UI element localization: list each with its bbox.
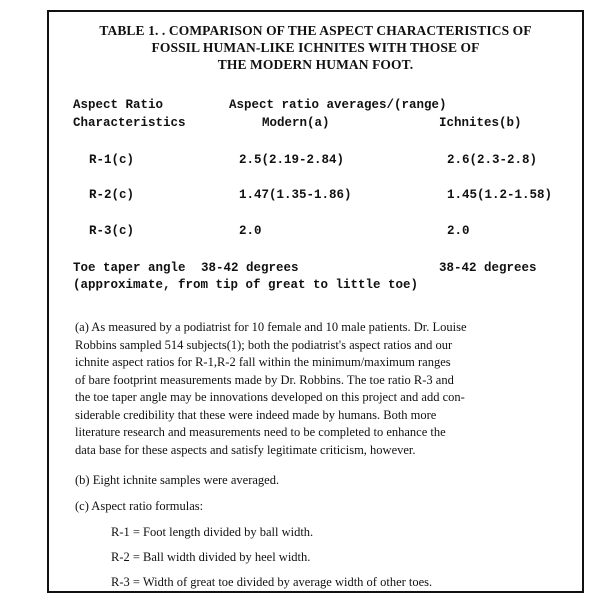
footnote-a <box>75 319 567 459</box>
formula-r1: R-1 = Foot length divided by ball width. <box>111 525 314 539</box>
footnote-a-line: siderable credibility that these were indeed made by humans. Both more <box>75 407 437 422</box>
row-modern-value: 2.5(2.19-2.84) <box>239 153 345 167</box>
row-modern-value: 2.0 <box>239 224 262 238</box>
toe-ichnites-value: 38-42 degrees <box>439 261 537 275</box>
formula-r3: R-3 = Width of great toe divided by average width of other toes. <box>111 575 433 589</box>
footnote-a-line: of bare footprint measurements made by Dr. Robbins. The toe ratio R-3 and <box>75 372 454 387</box>
formula-r2: R-2 = Ball width divided by heel width. <box>111 550 311 564</box>
table-frame <box>47 10 584 593</box>
table-title-line-3: THE MODERN HUMAN FOOT. <box>217 57 414 72</box>
toe-modern-value: 38-42 degrees <box>201 261 299 275</box>
footnote-a-line: data base for these aspects and satisfy legitimate criticism, however. <box>75 442 416 457</box>
header-col1-line1: Aspect Ratio <box>73 98 164 112</box>
table-title-line-2: FOSSIL HUMAN-LIKE ICHNITES WITH THOSE OF <box>151 40 480 55</box>
row-modern-value: 1.47(1.35-1.86) <box>239 188 352 202</box>
footnote-a-line: the toe taper angle may be innovations developed on this project and add con- <box>75 390 465 404</box>
row-label: R-3(c) <box>89 224 135 238</box>
footnote-c: (c) Aspect ratio formulas: <box>75 499 204 513</box>
header-modern: Modern(a) <box>262 116 330 130</box>
footnote-a-line: literature research and measurements need to be completed to enhance the <box>75 425 446 439</box>
toe-note: (approximate, from tip of great to little toe) <box>73 278 419 292</box>
header-col1-line2: Characteristics <box>73 116 186 130</box>
row-label: R-2(c) <box>89 188 135 202</box>
footnote-a-line: Robbins sampled 514 subjects(1); both the podiatrist's aspect ratios and our <box>75 337 453 352</box>
toe-label: Toe taper angle <box>73 261 186 275</box>
row-ichnites-value: 2.6(2.3-2.8) <box>447 153 538 167</box>
row-label: R-1(c) <box>89 153 135 167</box>
footnote-a-line: ichnite aspect ratios for R-1,R-2 fall within the minimum/maximum ranges <box>75 355 451 369</box>
row-ichnites-value: 1.45(1.2-1.58) <box>447 188 553 202</box>
header-ichnites: Ichnites(b) <box>439 116 522 130</box>
footnote-b: (b) Eight ichnite samples were averaged. <box>75 473 280 487</box>
table-title-line-1: TABLE 1. . COMPARISON OF THE ASPECT CHARACTERISTICS OF <box>99 23 532 38</box>
footnote-a-line: (a) As measured by a podiatrist for 10 female and 10 male patients. Dr. Louise <box>75 320 467 334</box>
header-span: Aspect ratio averages/(range) <box>229 98 447 112</box>
row-ichnites-value: 2.0 <box>447 224 470 238</box>
